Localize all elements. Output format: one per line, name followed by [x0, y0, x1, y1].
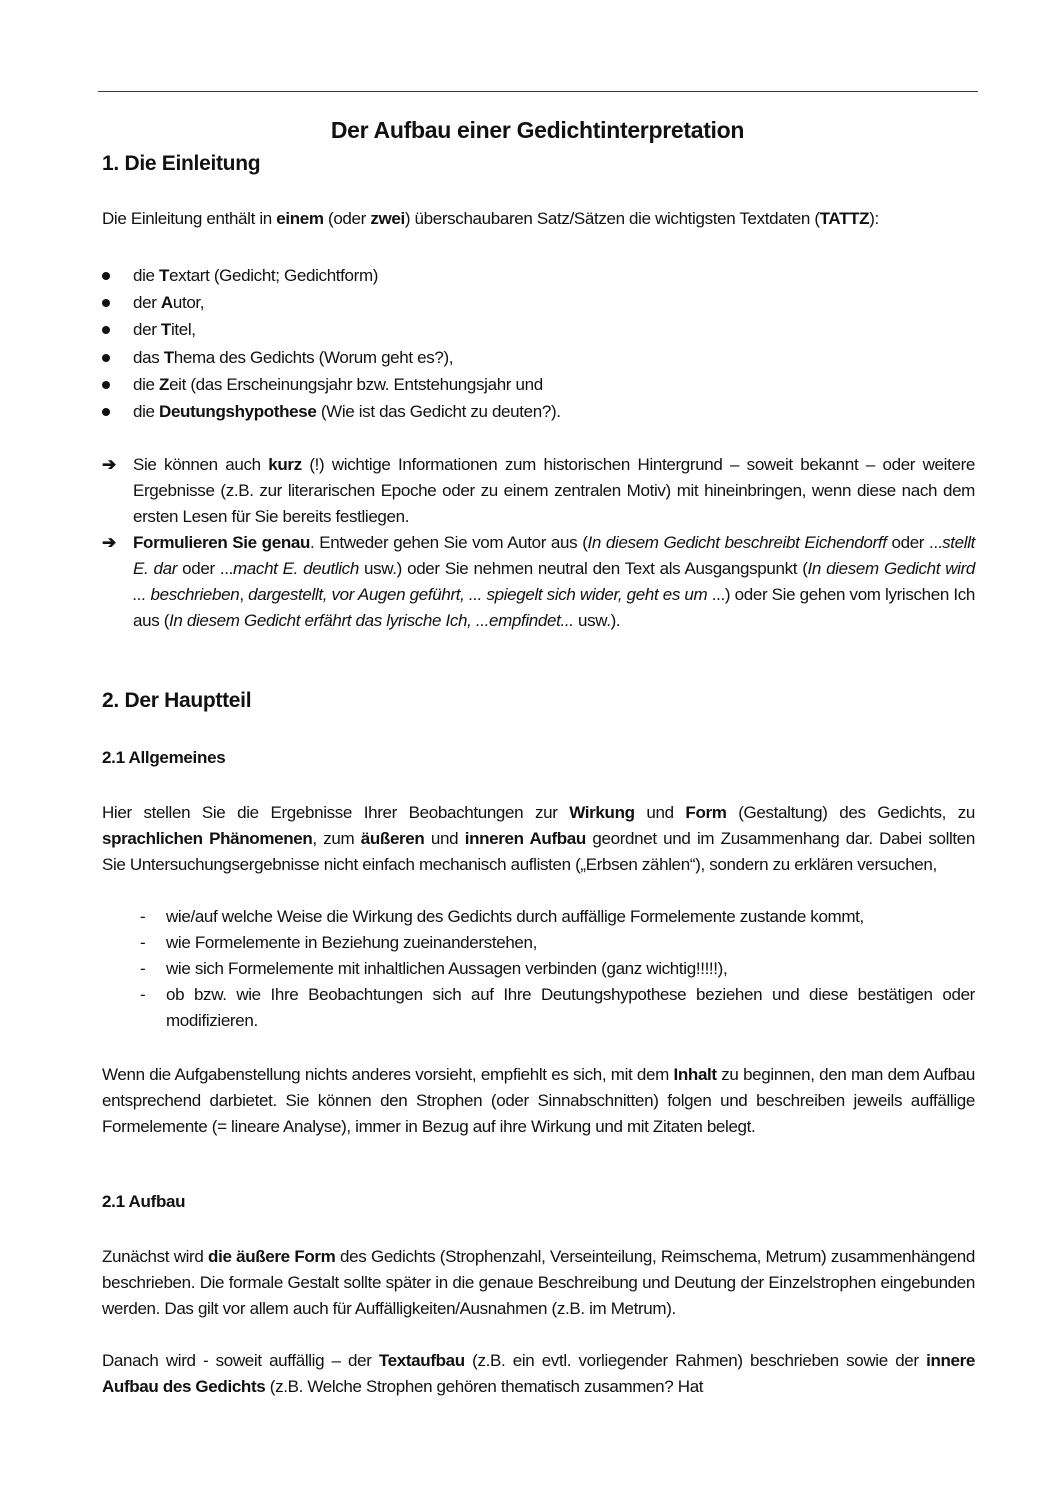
text-run: macht E. deutlich: [233, 559, 359, 578]
text-run: . Entweder gehen Sie vom Autor aus (: [310, 533, 588, 552]
text-run: sprachlichen Phänomenen: [102, 829, 313, 848]
text-run: äußeren: [360, 829, 425, 848]
hint-list: [102, 452, 975, 634]
text-run: dargestellt, vor Augen geführt, ... spiegelt sich wider, geht es um: [248, 585, 708, 604]
text-run: eit (das Erscheinungsjahr bzw. Entstehungsjahr und: [169, 374, 543, 394]
text-run: (z.B. ein evtl. vorliegender Rahmen) beschrieben sowie der: [464, 1351, 927, 1370]
dash-icon: -: [140, 933, 146, 952]
text-run: , zum: [312, 829, 361, 848]
text-run: geordnet und im Zusammenhang dar. Dabei sollten Sie Untersuchungsergebnisse nicht einfach mechanisch auflisten („Erbsen zählen“), sondern zu erklären versuchen,: [102, 829, 976, 874]
list-item: [102, 904, 975, 930]
text-run: innere Aufbau des Gedichts: [102, 1351, 975, 1396]
text-run: In diesem Gedicht erfährt das lyrische Ich, ...empfindet...: [169, 611, 574, 630]
text-run: Wirkung: [569, 803, 635, 822]
text-run: Z: [159, 374, 170, 394]
list-item: [102, 371, 975, 398]
text-run: extart (Gedicht; Gedichtform): [169, 266, 379, 285]
list-item: [102, 344, 975, 371]
bullet-icon: [102, 326, 110, 334]
text-run: Hier stellen Sie die Ergebnisse Ihrer Beobachtungen zur: [102, 803, 570, 822]
text-run: kurz: [268, 455, 302, 474]
text-run: (Wie ist das Gedicht zu deuten?).: [316, 402, 561, 422]
aufbau-paragraph-2: [102, 1348, 975, 1400]
text-run: Textaufbau: [378, 1351, 465, 1370]
text-run: T: [160, 320, 171, 340]
text-run: die: [133, 266, 160, 285]
dash-icon: -: [140, 907, 146, 926]
text-run: T: [163, 347, 174, 367]
text-run: Wenn die Aufgabenstellung nichts anderes vorsieht, empfiehlt es sich, mit dem: [102, 1065, 674, 1084]
text-run: oder ...: [177, 559, 233, 578]
dash-icon: -: [140, 985, 146, 1004]
text-run: wie Formelemente in Beziehung zueinanderstehen,: [166, 933, 538, 952]
text-run: ):: [869, 209, 879, 228]
text-run: (Gestaltung) des Gedichts, zu: [726, 803, 976, 822]
text-run: des Gedichts (Strophenzahl, Verseinteilung, Reimschema, Metrum) zusammenhängend beschrieben. Die formale Gestalt sollte später in die genaue Beschreibung und Deutung der Einzelstrophen eingebunden werden. Das gilt vor allem auch für Auffälligkeiten/Ausnahmen (z.B. im Metrum).: [102, 1247, 975, 1318]
text-run: zu beginnen, den man dem Aufbau entsprechend darbietet. Sie können den Strophen (oder Sinnabschnitten) folgen und beschreiben jeweils auffällige Formelemente (= lineare Analyse), immer in Bezug auf ihre Wirkung und mit Zitaten belegt.: [102, 1065, 975, 1136]
text-run: und: [424, 829, 465, 848]
text-run: hema des Gedichts (Worum geht es?),: [173, 347, 454, 367]
text-run: oder ...: [886, 533, 943, 552]
text-run: A: [160, 293, 173, 313]
arrow-right-icon: ➔: [102, 533, 116, 552]
inhalt-paragraph: [102, 1062, 975, 1140]
explanation-list: [102, 904, 975, 1034]
list-item: [102, 262, 975, 289]
text-run: die: [133, 374, 160, 394]
bullet-icon: [102, 354, 110, 362]
text-run: Die Einleitung enthält in: [102, 209, 277, 228]
allgemeines-paragraph: [102, 800, 975, 878]
bullet-icon: [102, 408, 110, 416]
text-run: TATTZ: [819, 209, 870, 228]
text-run: das: [133, 347, 164, 367]
subsection-heading-allgemeines: 2.1 Allgemeines: [102, 748, 226, 767]
text-run: Form: [685, 803, 727, 822]
text-run: ,: [239, 585, 249, 604]
document-title: Der Aufbau einer Gedichtinterpretation: [330, 117, 745, 143]
text-run: einem: [276, 209, 324, 228]
text-run: ...) oder Sie gehen vom lyrischen Ich aus (: [133, 585, 976, 630]
text-run: wie/auf welche Weise die Wirkung des Gedichts durch auffällige Formelemente zustande kommt,: [166, 907, 864, 926]
text-run: die äußere Form: [208, 1247, 336, 1266]
text-run: wie sich Formelemente mit inhaltlichen Aussagen verbinden (ganz wichtig!!!!!),: [166, 959, 728, 978]
text-run: Danach wird - soweit auffällig – der: [102, 1351, 379, 1370]
text-run: der: [133, 293, 161, 313]
list-item: [102, 398, 975, 425]
text-run: T: [159, 266, 170, 285]
text-run: inneren Aufbau: [464, 829, 586, 848]
tattz-list: [102, 262, 975, 425]
list-item: [102, 452, 975, 530]
list-item: [102, 982, 975, 1034]
text-run: Inhalt: [673, 1065, 717, 1084]
einleitung-intro: [102, 206, 975, 232]
text-run: (z.B. Welche Strophen gehören thematisch zusammen? Hat: [265, 1377, 704, 1396]
text-run: itel,: [170, 320, 196, 340]
text-run: ob bzw. wie Ihre Beobachtungen sich auf Ihre Deutungshypothese beziehen und diese bestätigen oder modifizieren.: [166, 985, 975, 1030]
section-heading-hauptteil: 2. Der Hauptteil: [102, 689, 252, 712]
text-run: Sie können auch: [133, 455, 269, 474]
text-run: utor,: [172, 293, 205, 313]
arrow-right-icon: ➔: [102, 455, 116, 474]
aufbau-paragraph-1: [102, 1244, 975, 1322]
text-run: zwei: [370, 209, 405, 228]
text-run: usw.).: [573, 611, 621, 630]
text-run: der: [133, 320, 161, 340]
text-run: und: [634, 803, 686, 822]
text-run: (oder: [323, 209, 371, 228]
list-item: [102, 930, 975, 956]
list-item: [102, 530, 975, 634]
list-item: [102, 316, 975, 343]
text-run: In diesem Gedicht wird ... beschrieben: [133, 559, 975, 604]
dash-icon: -: [140, 959, 146, 978]
text-run: stellt E. dar: [133, 533, 976, 578]
bullet-icon: [102, 272, 110, 280]
text-run: In diesem Gedicht beschreibt Eichendorff: [587, 533, 887, 552]
subsection-heading-aufbau: 2.1 Aufbau: [102, 1192, 186, 1211]
text-run: die: [133, 402, 160, 422]
text-run: Deutungshypothese: [159, 402, 317, 422]
text-run: ) überschaubaren Satz/Sätzen die wichtigsten Textdaten (: [404, 209, 820, 228]
text-run: usw.) oder Sie nehmen neutral den Text als Ausgangspunkt (: [358, 559, 808, 578]
section-heading-einleitung: 1. Die Einleitung: [102, 152, 261, 175]
bullet-icon: [102, 299, 110, 307]
list-item: [102, 956, 975, 982]
bullet-icon: [102, 381, 110, 389]
text-run: Zunächst wird: [102, 1247, 209, 1266]
text-run: Formulieren Sie genau: [133, 533, 310, 552]
text-run: (!) wichtige Informationen zum historischen Hintergrund – soweit bekannt – oder weitere Ergebnisse (z.B. zur literarischen Epoche oder zu einem zentralen Motiv) mit hineinbringen, wenn diese nach dem ersten Lesen für Sie bereits festliegen.: [133, 455, 975, 526]
header-rule: [98, 91, 978, 92]
list-item: [102, 289, 975, 316]
